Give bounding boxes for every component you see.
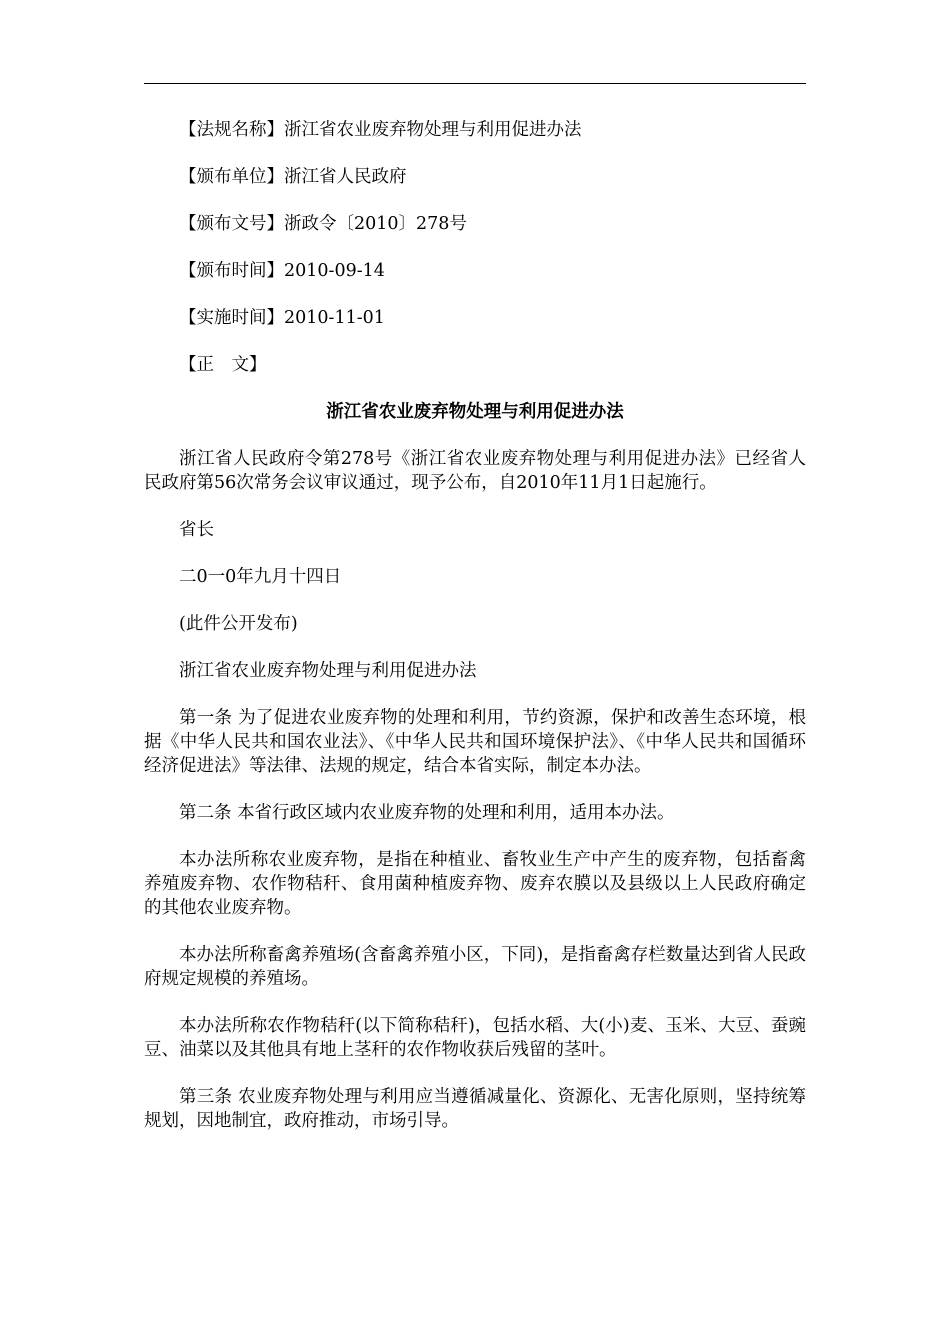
meta-regulation-name: 【法规名称】浙江省农业废弃物处理与利用促进办法 [179, 120, 582, 140]
meta-issue-date: 【颁布时间】2010-09-14 [179, 261, 385, 281]
paragraph-definition-farm: 本办法所称畜禽养殖场(含畜禽养殖小区，下同)，是指畜禽存栏数量达到省人民政府规定规模的养殖场。 [144, 945, 806, 989]
header-rule [144, 83, 806, 84]
paragraph-article-2: 第二条 本省行政区域内农业废弃物的处理和利用，适用本办法。 [179, 803, 675, 823]
paragraph-definition-straw: 本办法所称农作物秸秆(以下简称秸秆)，包括水稻、大(小)麦、玉米、大豆、蚕豌豆、油菜以及其他具有地上茎秆的农作物收获后残留的茎叶。 [144, 1016, 806, 1060]
paragraph-publication-note: (此件公开发布) [179, 614, 298, 634]
meta-document-number: 【颁布文号】浙政令〔2010〕278号 [179, 214, 467, 234]
paragraph-date: 二0一0年九月十四日 [179, 567, 342, 587]
document-title: 浙江省农业废弃物处理与利用促进办法 [326, 402, 624, 422]
paragraph-decree: 浙江省人民政府令第278号《浙江省农业废弃物处理与利用促进办法》已经省人民政府第56次常务会议审议通过，现予公布，自2010年11月1日起施行。 [144, 449, 806, 493]
document-body [144, 118, 806, 1156]
paragraph-signatory: 省长 [179, 520, 214, 540]
meta-issuing-unit: 【颁布单位】浙江省人民政府 [179, 167, 407, 187]
metadata-block [144, 118, 806, 377]
document-paragraphs [144, 447, 806, 1133]
paragraph-definition-waste: 本办法所称农业废弃物，是指在种植业、畜牧业生产中产生的废弃物，包括畜禽养殖废弃物、农作物秸秆、食用菌种植废弃物、废弃农膜以及县级以上人民政府确定的其他农业废弃物。 [144, 850, 806, 918]
paragraph-subtitle: 浙江省农业废弃物处理与利用促进办法 [179, 661, 477, 681]
paragraph-article-1: 第一条 为了促进农业废弃物的处理和利用，节约资源，保护和改善生态环境，根据《中华人民共和国农业法》、《中华人民共和国环境保护法》、《中华人民共和国循环经济促进法》等法律、法规的规定，结合本省实际，制定本办法。 [144, 708, 806, 776]
paragraph-article-3: 第三条 农业废弃物处理与利用应当遵循减量化、资源化、无害化原则，坚持统筹规划，因地制宜，政府推动，市场引导。 [144, 1087, 806, 1131]
meta-main-text-label: 【正 文】 [179, 355, 267, 375]
meta-effective-date: 【实施时间】2010-11-01 [179, 308, 385, 328]
